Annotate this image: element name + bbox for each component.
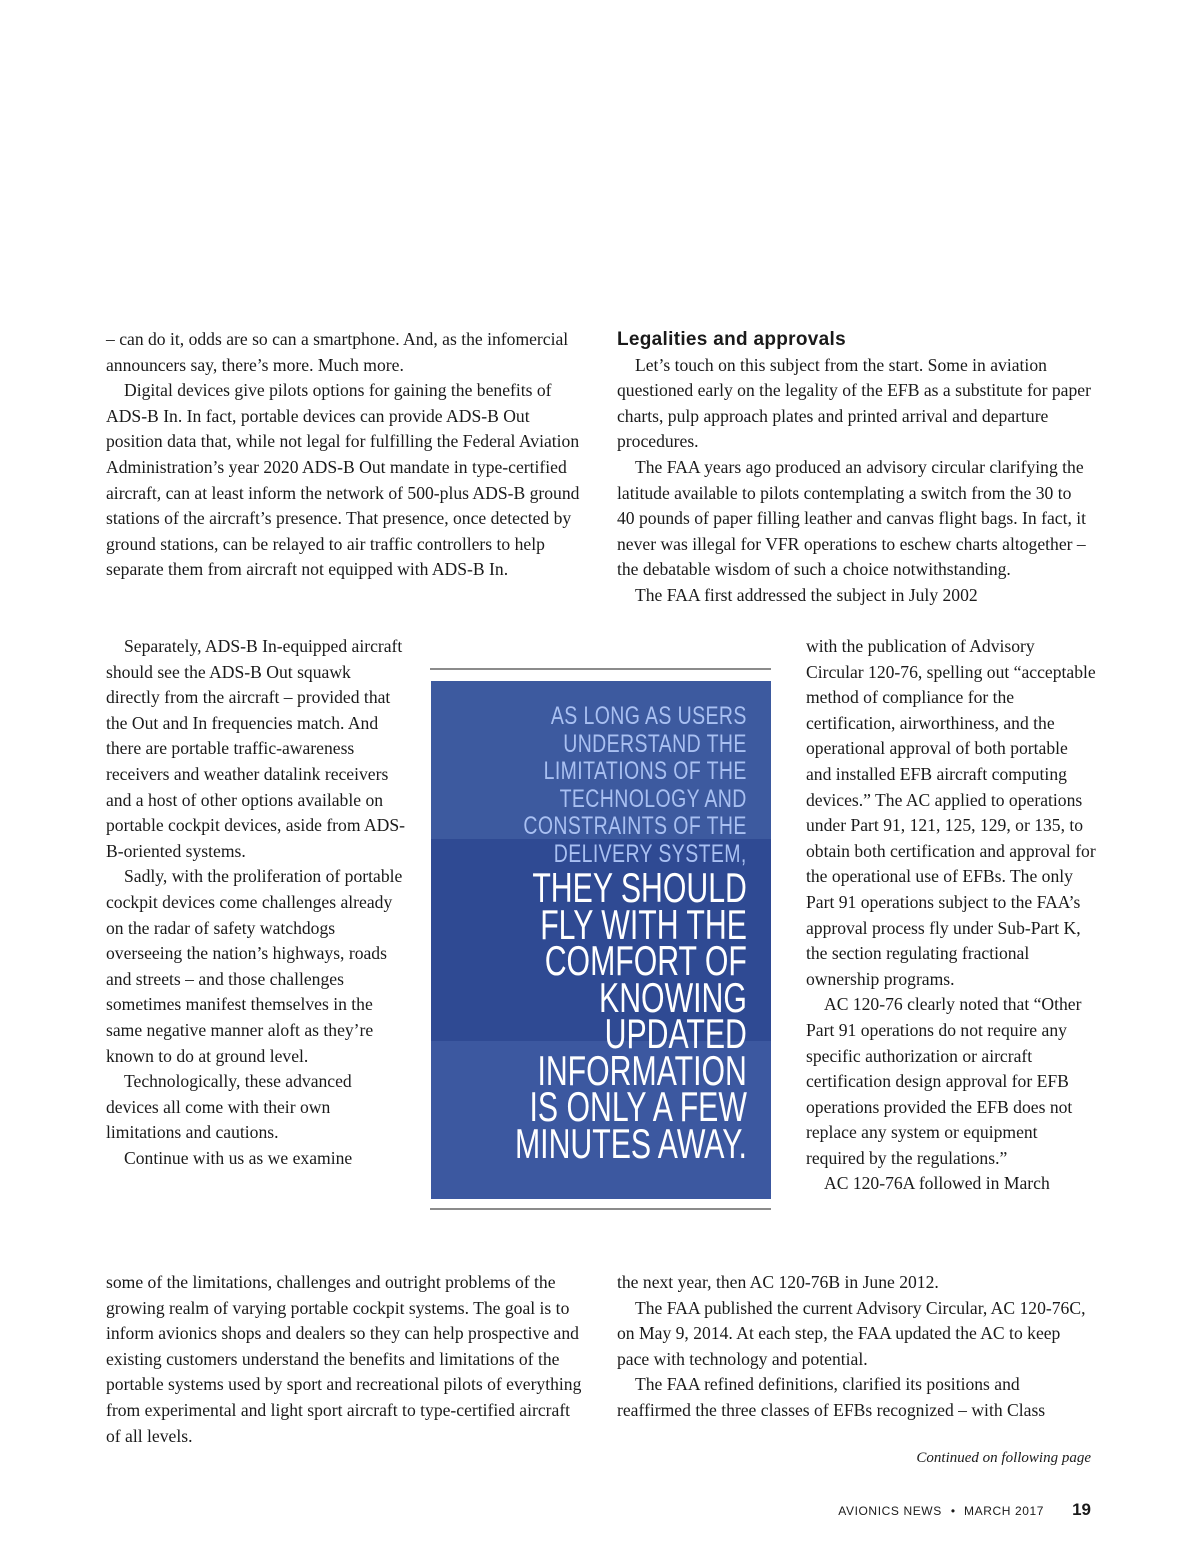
pull-quote-top-rule xyxy=(430,668,771,670)
page-footer xyxy=(838,1500,1091,1520)
body-paragraph: The FAA refined definitions, clarified its positions and reaffirmed the three classes of EFBs recognized – with Class xyxy=(617,1374,1046,1420)
body-paragraph: Let’s touch on this subject from the start. Some in aviation questioned early on the legality of the EFB as a substitute for paper charts, pulp approach plates and printed arrival and departure procedures. xyxy=(617,354,1091,452)
body-paragraph: Digital devices give pilots options for gaining the benefits of ADS-B In. In fact, portable devices can provide ADS-B Out position data that, while not legal for fulfilling the Federal Aviation Administration’s year 2020 ADS-B Out mandate in type-certified aircraft, can at least inform the network of 500-plus ADS-B ground stations of the aircraft’s presence. That presence, once detected by ground stations, can be relayed to air traffic controllers to help separate them from aircraft not equipped with ADS-B In. xyxy=(106,380,580,580)
body-paragraph: AC 120-76 clearly noted that “Other Part 91 operations do not require any specific authorization or aircraft certification design approval for EFB operations provided the EFB does not replace any system or equipment required by the regulations.” xyxy=(806,994,1082,1168)
left-column-top xyxy=(106,327,588,583)
body-paragraph: The FAA published the current Advisory Circular, AC 120-76C, on May 9, 2014. At each step, the FAA updated the AC to keep pace with technology and potential. xyxy=(617,1297,1086,1369)
body-paragraph: Sadly, with the proliferation of portable cockpit devices come challenges already on the radar of safety watchdogs overseeing the nation’s highways, roads and streets – and those challenges sometimes manifest themselves in the same negative manner aloft as they’re known to do at ground level. xyxy=(106,866,403,1066)
body-paragraph: some of the limitations, challenges and outright problems of the growing realm of varying portable cockpit systems. The goal is to inform avionics shops and dealers so they can help prospective and existing customers understand the benefits and limitations of the portable systems used by sport and recreational pilots of everything from experimental and light sport aircraft to type-certified aircraft of all levels. xyxy=(106,1272,582,1446)
section-heading: Legalities and approvals xyxy=(617,329,846,350)
body-paragraph: Technologically, these advanced devices all come with their own limitations and cautions. xyxy=(106,1071,352,1143)
body-paragraph: Separately, ADS-B In-equipped aircraft should see the ADS-B Out squawk directly from the aircraft – provided that the Out and In frequencies match. And there are portable traffic-awareness receivers and weather datalink receivers and a host of other options available on portable cockpit devices, aside from ADS-B-oriented systems. xyxy=(106,636,406,861)
left-column-bottom xyxy=(106,1270,588,1449)
page-number: 19 xyxy=(1072,1500,1091,1519)
right-column-top xyxy=(617,327,1092,609)
left-column-wrapped xyxy=(106,634,406,1171)
pull-quote-emphasis: THEY SHOULD FLY WITH THE COMFORT OF KNOWING UPDATED INFORMATION IS ONLY A FEW MINUTES AWAY. xyxy=(515,864,747,1167)
body-paragraph: the next year, then AC 120-76B in June 2012. xyxy=(617,1272,939,1292)
footer-issue-date: MARCH 2017 xyxy=(964,1504,1045,1518)
body-paragraph: – can do it, odds are so can a smartphone. And, as the infomercial announcers say, there’s more. Much more. xyxy=(106,329,569,375)
pull-quote-bottom-rule xyxy=(430,1208,771,1210)
footer-bullet: • xyxy=(950,1504,956,1518)
body-paragraph: The FAA first addressed the subject in July 2002 xyxy=(635,584,978,605)
continued-note: Continued on following page xyxy=(916,1450,1091,1466)
body-paragraph: The FAA years ago produced an advisory circular clarifying the latitude available to pilots contemplating a switch from the 30 to 40 pounds of paper filling leather and canvas flight bags. In fact, it never was illegal for VFR operations to eschew charts altogether – the debatable wisdom of such a choice notwithstanding. xyxy=(617,456,1087,580)
right-column-bottom xyxy=(617,1270,1092,1424)
pull-quote xyxy=(431,681,771,1199)
right-column-wrapped xyxy=(806,634,1096,1197)
body-paragraph: AC 120-76A followed in March xyxy=(824,1173,1050,1194)
body-paragraph: Continue with us as we examine xyxy=(124,1147,353,1168)
pull-quote-lead: AS LONG AS USERS UNDERSTAND THE LIMITATIONS OF THE TECHNOLOGY AND CONSTRAINTS OF THE DELIVERY SYSTEM, xyxy=(523,702,747,868)
body-paragraph: with the publication of Advisory Circular 120-76, spelling out “acceptable method of compliance for the certification, airworthiness, and the operational approval of both portable and installed EFB aircraft computing devices.” The AC applied to operations under Part 91, 121, 125, 129, or 135, to obtain both certification and approval for the operational use of EFBs. The only Part 91 operations subject to the FAA’s approval process fly under Sub-Part K, the section regulating fractional ownership programs. xyxy=(806,636,1096,989)
footer-magazine-name: AVIONICS NEWS xyxy=(838,1504,942,1518)
